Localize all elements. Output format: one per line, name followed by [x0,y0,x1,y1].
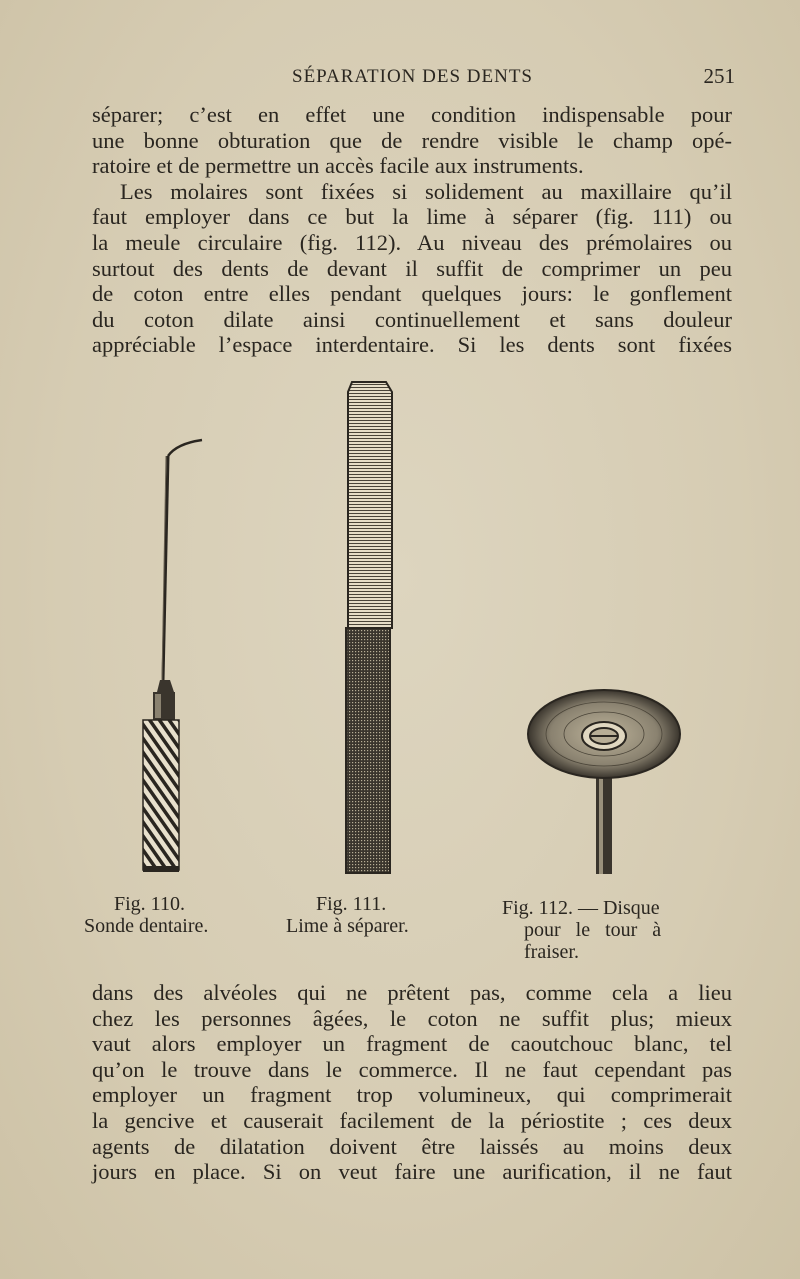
text-line: du coton dilate ainsi continuellement et sans douleur [92,306,732,332]
text-line: Les molaires sont fixées si solidement au maxillaire qu’il [120,178,732,204]
text-line: jours en place. Si on veut faire une aurification, il ne faut [92,1159,732,1185]
figure-caption-111 [286,893,409,937]
figure-caption-110 [84,893,208,937]
text-line: agents de dilatation doivent être laissés au moins deux [92,1133,732,1159]
text-line: la gencive et causerait facilement de la périostite ; ces deux [92,1107,732,1133]
figure-caption-text: pour le tour à [524,919,662,941]
text-line: séparer; c’est en effet une condition indispensable pour [92,102,732,127]
figure-caption-text: Sonde dentaire. [84,915,209,937]
text-line: surtout des dents de devant il suffit de comprimer un peu [92,255,732,281]
text-line: une bonne obturation que de rendre visible le champ opé- [92,127,732,153]
figure-caption-text: fraiser. [524,941,579,963]
text-line: vaut alors employer un fragment de caoutchouc blanc, tel [92,1031,732,1057]
running-head [90,62,735,92]
figure-caption-112 [502,897,661,963]
page-number: 251 [703,64,735,88]
grinding-disc-illustration [522,686,688,878]
body-text-top [92,102,732,358]
figure-caption-text: Lime à séparer. [286,915,409,937]
dental-probe-illustration [130,430,210,880]
text-line: qu’on le trouve dans le commerce. Il ne faut cependant pas [92,1056,732,1082]
figure-number: Fig. 111. [316,893,387,915]
text-line: faut employer dans ce but la lime à séparer (fig. 111) ou [92,204,732,230]
figure-number: Fig. 112. — Disque [502,897,660,919]
text-line: dans des alvéoles qui ne prêtent pas, comme cela a lieu [92,980,732,1005]
figure-number: Fig. 110. [114,893,185,915]
text-line: chez les personnes âgées, le coton ne suffit plus; mieux [92,1005,732,1031]
text-line: employer un fragment trop volumineux, qui comprimerait [92,1082,732,1108]
body-text-bottom [92,980,732,1185]
text-line: la meule circulaire (fig. 112). Au niveau des prémolaires ou [92,229,732,255]
text-line: de coton entre elles pendant quelques jours: le gonflement [92,281,732,307]
running-title: SÉPARATION DES DENTS [292,66,533,87]
text-line: ratoire et de permettre un accès facile aux instruments. [92,153,584,179]
text-line: appréciable l’espace interdentaire. Si les dents sont fixées [92,332,732,358]
separating-file-illustration [340,378,400,878]
